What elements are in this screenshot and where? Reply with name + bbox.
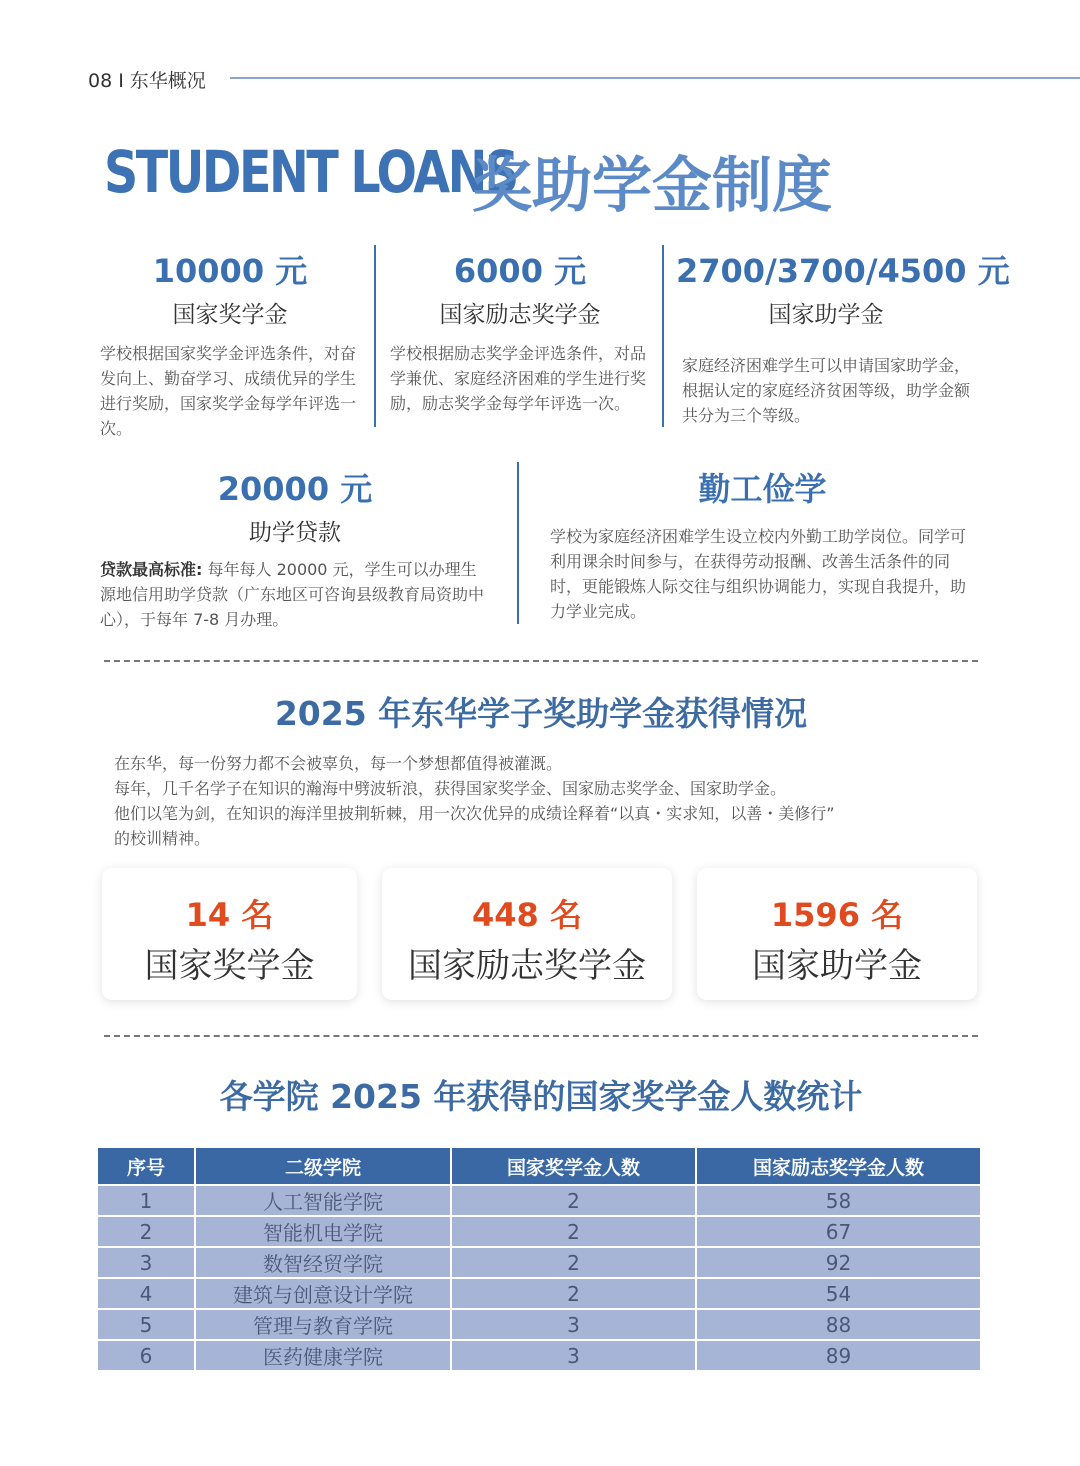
table-row <box>97 1278 981 1309</box>
block-amount: 10000 元 <box>152 252 308 290</box>
stat-count: 448 名 <box>472 896 582 934</box>
table-cell: 4 <box>97 1278 195 1309</box>
table-cell: 2 <box>451 1185 696 1216</box>
block-desc: 家庭经济困难学生可以申请国家助学金，根据认定的家庭经济贫困等级，助学金额共分为三个等级。 <box>682 356 971 425</box>
block-desc: 学校为家庭经济困难学生设立校内外勤工助学岗位。同学可利用课余时间参与，在获得劳动报酬、改善生活条件的同时，更能锻炼人际交往与组织协调能力，实现自我提升，助力学业完成。 <box>550 527 967 621</box>
table-cell: 89 <box>696 1340 981 1371</box>
section-intro <box>114 751 984 851</box>
table-row <box>97 1309 981 1340</box>
divider <box>374 245 376 427</box>
stat-card-national-grant <box>697 868 977 1000</box>
block-title: 勤工俭学 <box>698 470 827 508</box>
stat-card-national-scholarship <box>102 868 357 1000</box>
header-rule <box>230 77 1080 79</box>
table-cell: 人工智能学院 <box>195 1185 451 1216</box>
table-cell: 数智经贸学院 <box>195 1247 451 1278</box>
block-amount: 6000 元 <box>453 252 587 290</box>
table-cell: 3 <box>97 1247 195 1278</box>
block-encouragement-scholarship <box>390 246 650 416</box>
dashed-divider <box>104 660 978 662</box>
intro-line: 的校训精神。 <box>114 829 211 848</box>
stat-label: 国家励志奖学金 <box>408 946 646 986</box>
stat-count: 1596 名 <box>770 896 904 934</box>
section-title-awards-2025: 2025 年东华学子奖助学金获得情况 <box>274 694 808 733</box>
column-header: 二级学院 <box>195 1147 451 1185</box>
block-work-study <box>550 464 975 624</box>
table-row <box>97 1185 981 1216</box>
column-header: 序号 <box>97 1147 195 1185</box>
dashed-divider <box>104 1035 978 1037</box>
block-amount: 2700/3700/4500 元 <box>676 252 1010 290</box>
block-name: 国家励志奖学金 <box>439 302 601 328</box>
block-desc <box>100 557 490 632</box>
header-section: 东华概况 <box>129 70 206 92</box>
block-amount: 20000 元 <box>217 470 373 508</box>
table-cell: 2 <box>97 1216 195 1247</box>
table-cell: 6 <box>97 1340 195 1371</box>
intro-line: 每年，几千名学子在知识的瀚海中劈波斩浪，获得国家奖学金、国家励志奖学金、国家助学金。 <box>114 779 787 798</box>
table-cell: 2 <box>451 1216 696 1247</box>
block-desc: 学校根据励志奖学金评选条件，对品学兼优、家庭经济困难的学生进行奖励，励志奖学金每学年评选一次。 <box>390 344 647 413</box>
stat-label: 国家助学金 <box>752 946 922 986</box>
table-cell: 88 <box>696 1309 981 1340</box>
intro-line: 在东华，每一份努力都不会被辜负，每一个梦想都值得被灌溉。 <box>114 754 563 773</box>
block-name: 国家助学金 <box>768 302 884 328</box>
divider <box>662 245 664 427</box>
page-title-en: STUDENT LOANS <box>104 138 517 206</box>
table-cell: 1 <box>97 1185 195 1216</box>
table-cell: 智能机电学院 <box>195 1216 451 1247</box>
block-name: 助学贷款 <box>249 520 341 546</box>
block-desc-text: 每年每人 20000 元，学生可以办理生源地信用助学贷款（广东地区可咨询县级教育局资助中心），于每年 7-8 月办理。 <box>100 560 485 629</box>
table-cell: 2 <box>451 1247 696 1278</box>
table-cell: 54 <box>696 1278 981 1309</box>
column-header: 国家励志奖学金人数 <box>696 1147 981 1185</box>
table-row <box>97 1340 981 1371</box>
section-title-college-stats: 各学院 2025 年获得的国家奖学金人数统计 <box>219 1077 863 1116</box>
table-cell: 2 <box>451 1278 696 1309</box>
table-cell: 3 <box>451 1340 696 1371</box>
stat-card-encouragement-scholarship <box>382 868 672 1000</box>
table-row <box>97 1247 981 1278</box>
table-cell: 92 <box>696 1247 981 1278</box>
block-national-grant <box>676 246 1010 428</box>
page-number: 08 <box>88 70 113 92</box>
page-header <box>88 66 206 93</box>
table-row <box>97 1216 981 1247</box>
block-desc-label: 贷款最高标准: <box>100 560 203 579</box>
stat-count: 14 名 <box>185 896 274 934</box>
page-title-cn: 奖助学金制度 <box>472 151 832 221</box>
page-title <box>104 138 832 221</box>
block-desc: 学校根据国家奖学金评选条件，对奋发向上、勤奋学习、成绩优异的学生进行奖励，国家奖学金每学年评选一次。 <box>100 344 357 438</box>
college-stats-table <box>96 1146 982 1372</box>
table-cell: 58 <box>696 1185 981 1216</box>
block-student-loan <box>100 464 490 632</box>
block-national-scholarship <box>100 246 360 441</box>
stat-label: 国家奖学金 <box>144 946 315 986</box>
table-cell: 67 <box>696 1216 981 1247</box>
column-header: 国家奖学金人数 <box>451 1147 696 1185</box>
block-name: 国家奖学金 <box>172 302 288 328</box>
intro-line: 他们以笔为剑，在知识的海洋里披荆斩棘，用一次次优异的成绩诠释着“以真・实求知，以善・美修行” <box>114 804 835 823</box>
table-cell: 医药健康学院 <box>195 1340 451 1371</box>
table-cell: 3 <box>451 1309 696 1340</box>
table-cell: 建筑与创意设计学院 <box>195 1278 451 1309</box>
header-separator: I <box>118 70 124 92</box>
table-cell: 管理与教育学院 <box>195 1309 451 1340</box>
table-header-row <box>97 1147 981 1185</box>
table-cell: 5 <box>97 1309 195 1340</box>
divider <box>517 462 519 624</box>
